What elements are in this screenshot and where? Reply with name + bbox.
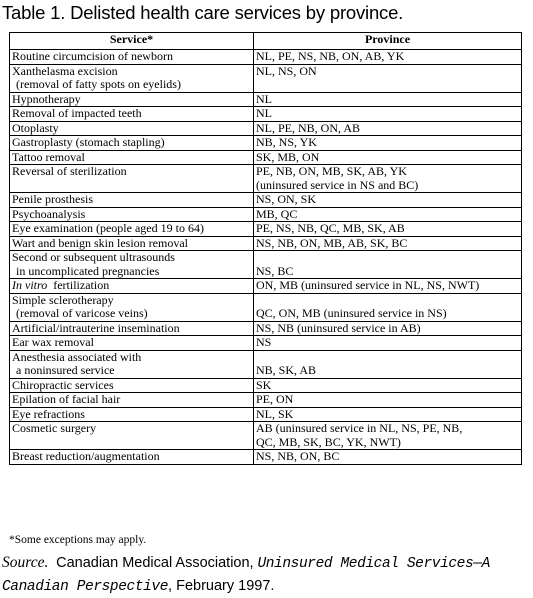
service-cell	[10, 393, 254, 408]
service-text: Removal of impacted teeth	[12, 106, 142, 120]
service-text: Ear wax removal	[12, 335, 94, 349]
province-text: NS, BC	[256, 263, 294, 278]
service-cell	[10, 92, 254, 107]
province-text: NL, PE, NB, ON, AB	[256, 121, 361, 135]
service-cell	[10, 107, 254, 122]
province-cell	[254, 279, 522, 294]
table-row	[10, 165, 522, 193]
province-text: PE, ON	[256, 392, 294, 406]
service-text: Tattoo removal	[12, 150, 85, 164]
table-row	[10, 136, 522, 151]
table-row	[10, 336, 522, 351]
service-text: Eye refractions	[12, 407, 85, 421]
province-cell	[254, 251, 522, 279]
service-text: Artificial/intrauterine insemination	[12, 321, 180, 335]
service-text	[12, 279, 253, 293]
service-text: Routine circumcision of newborn	[12, 49, 173, 63]
table-row	[10, 150, 522, 165]
province-text: NL, NS, ON	[256, 64, 317, 78]
service-text: Penile prosthesis	[12, 192, 93, 206]
table-row	[10, 450, 522, 465]
service-cell	[10, 150, 254, 165]
service-cell	[10, 165, 254, 193]
province-cell	[254, 207, 522, 222]
table-row	[10, 222, 522, 237]
service-cell	[10, 407, 254, 422]
province-text: MB, QC	[256, 207, 298, 221]
service-cell	[10, 450, 254, 465]
service-text: Wart and benign skin lesion removal	[12, 236, 188, 250]
service-cell	[10, 279, 254, 294]
service-text: Hypnotherapy	[12, 92, 81, 106]
service-cell	[10, 321, 254, 336]
province-cell	[254, 422, 522, 450]
province-cell	[254, 150, 522, 165]
province-text: ON, MB (uninsured service in NL, NS, NWT)	[256, 278, 480, 292]
source-label: Source.	[2, 554, 49, 571]
province-text: NS, NB (uninsured service in AB)	[256, 321, 421, 335]
province-cell	[254, 393, 522, 408]
province-cell	[254, 193, 522, 208]
service-cell	[10, 336, 254, 351]
province-cell	[254, 350, 522, 378]
table-row	[10, 279, 522, 294]
service-cell	[10, 207, 254, 222]
province-cell	[254, 321, 522, 336]
province-cell	[254, 236, 522, 251]
service-cell	[10, 193, 254, 208]
province-cell	[254, 50, 522, 65]
service-text: Psychoanalysis	[12, 207, 86, 221]
province-text: NS, NB, ON, BC	[256, 449, 340, 463]
table-row	[10, 378, 522, 393]
service-text: Reversal of sterilization	[12, 164, 127, 178]
table-row	[10, 350, 522, 378]
service-text: Cosmetic surgery	[12, 421, 97, 435]
province-text: NL, SK	[256, 407, 294, 421]
province-cell	[254, 407, 522, 422]
column-header-service: Service*	[10, 33, 254, 50]
service-text: (removal of varicose veins)	[16, 306, 148, 320]
service-text: Simple sclerotherapy	[12, 293, 114, 307]
source-citation	[2, 552, 530, 598]
service-cell	[10, 121, 254, 136]
service-cell	[10, 350, 254, 378]
table-row	[10, 193, 522, 208]
province-text: NB, NS, YK	[256, 135, 317, 149]
province-cell	[254, 136, 522, 151]
column-header-province: Province	[254, 33, 522, 50]
source-organization: Canadian Medical Association,	[56, 555, 254, 571]
province-text: NL, PE, NS, NB, ON, AB, YK	[256, 49, 405, 63]
province-cell	[254, 165, 522, 193]
province-cell	[254, 336, 522, 351]
province-cell	[254, 92, 522, 107]
table-row	[10, 50, 522, 65]
province-text: NL	[256, 92, 272, 106]
province-text: QC, ON, MB (uninsured service in NS)	[256, 306, 447, 320]
province-text: (uninsured service in NS and BC)	[256, 177, 419, 192]
service-text: Second or subsequent ultrasounds	[12, 250, 175, 264]
service-text: Chiropractic services	[12, 378, 114, 392]
table-header-row	[10, 33, 522, 50]
province-text: NS, ON, SK	[256, 192, 317, 206]
service-cell	[10, 422, 254, 450]
table-row	[10, 92, 522, 107]
service-text: Eye examination (people aged 19 to 64)	[12, 221, 204, 235]
service-cell	[10, 50, 254, 65]
table-row	[10, 251, 522, 279]
province-cell	[254, 450, 522, 465]
table-row	[10, 407, 522, 422]
service-text: Gastroplasty (stomach stapling)	[12, 135, 165, 149]
service-text: a noninsured service	[16, 363, 115, 377]
province-text: SK, MB, ON	[256, 150, 320, 164]
province-cell	[254, 107, 522, 122]
province-text: PE, NS, NB, QC, MB, SK, AB	[256, 221, 405, 235]
table-row	[10, 121, 522, 136]
table-body	[10, 50, 522, 465]
province-cell	[254, 222, 522, 237]
province-text: PE, NB, ON, MB, SK, AB, YK	[256, 164, 407, 178]
table-row	[10, 321, 522, 336]
service-cell	[10, 251, 254, 279]
service-text: Breast reduction/augmentation	[12, 449, 160, 463]
table-row	[10, 207, 522, 222]
table-row	[10, 236, 522, 251]
table-row	[10, 107, 522, 122]
service-cell	[10, 64, 254, 92]
service-text: (removal of fatty spots on eyelids)	[16, 77, 181, 91]
province-text: QC, MB, SK, BC, YK, NWT)	[256, 434, 401, 449]
table-row	[10, 422, 522, 450]
service-cell	[10, 293, 254, 321]
province-text: NL	[256, 106, 272, 120]
service-text: Otoplasty	[12, 121, 59, 135]
province-cell	[254, 293, 522, 321]
service-text-rest: fertilization	[53, 278, 110, 292]
service-cell	[10, 222, 254, 237]
service-text: Anesthesia associated with	[12, 350, 142, 364]
province-text: NS	[256, 335, 272, 349]
service-text: in uncomplicated pregnancies	[16, 263, 160, 278]
table-row	[10, 293, 522, 321]
service-text: Epilation of facial hair	[12, 392, 121, 406]
province-cell	[254, 378, 522, 393]
province-text: NS, NB, ON, MB, AB, SK, BC	[256, 236, 408, 250]
province-cell	[254, 64, 522, 92]
delisted-services-table	[9, 32, 522, 465]
source-date: , February 1997.	[168, 578, 275, 594]
table-title: Table 1. Delisted health care services by province.	[2, 2, 404, 23]
province-cell	[254, 121, 522, 136]
service-text: Xanthelasma excision	[12, 64, 118, 78]
footnote: *Some exceptions may apply.	[9, 534, 147, 546]
table-row	[10, 64, 522, 92]
province-text: SK	[256, 378, 272, 392]
service-cell	[10, 136, 254, 151]
source-publication: Uninsured Medical Services—A Canadian Perspective	[2, 556, 490, 595]
service-cell	[10, 378, 254, 393]
province-text: AB (uninsured service in NL, NS, PE, NB,	[256, 421, 463, 435]
table-row	[10, 393, 522, 408]
service-italic-text: In vitro	[12, 278, 48, 292]
service-cell	[10, 236, 254, 251]
province-text: NB, SK, AB	[256, 363, 317, 377]
